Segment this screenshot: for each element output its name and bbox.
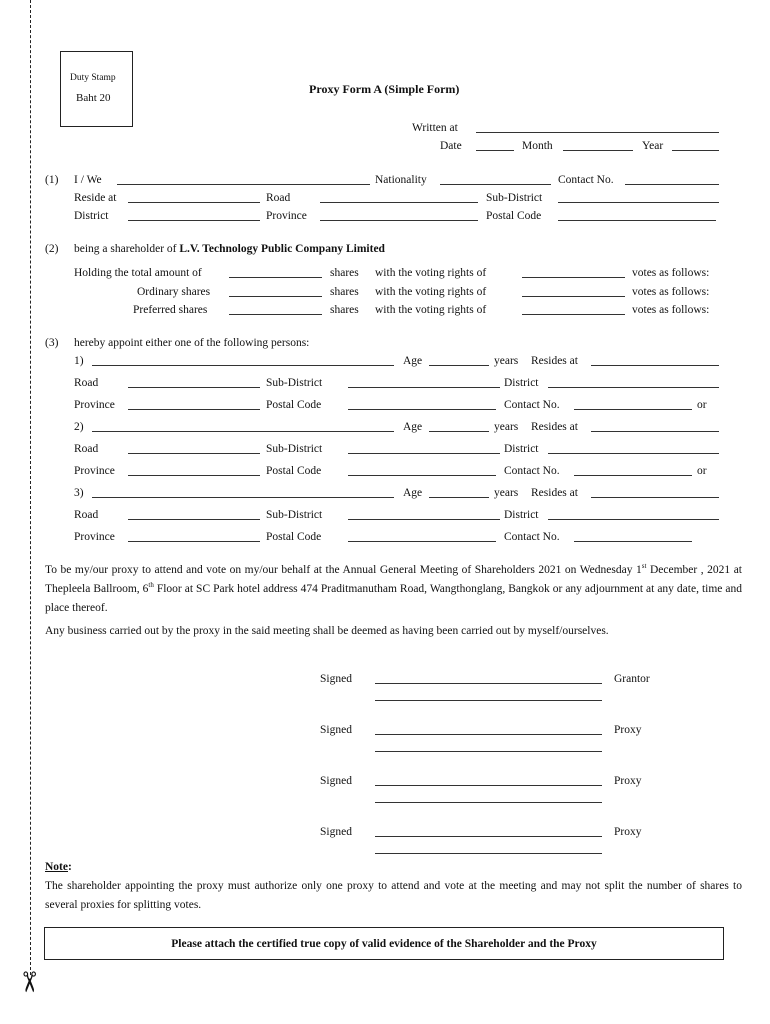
- proxy-2-road-field[interactable]: [128, 453, 260, 454]
- subdistrict-label: Sub-District: [266, 509, 323, 521]
- resides-label: Resides at: [531, 421, 578, 433]
- proxy-3-contact-field[interactable]: [574, 541, 692, 542]
- contact-label: Contact No.: [504, 465, 560, 477]
- proxy-1-subdistrict-field[interactable]: [348, 387, 500, 388]
- proxy-1-resides-field[interactable]: [591, 365, 719, 366]
- postal-label: Postal Code: [266, 399, 322, 411]
- road-label: Road: [74, 443, 99, 455]
- ordinary-votes-field[interactable]: [522, 296, 625, 297]
- province-label: Province: [74, 465, 115, 477]
- note-text: The shareholder appointing the proxy must authorize only one proxy to attend and vote at the meeting and may not split the number of shares to several proxies for splitting votes.: [45, 880, 742, 911]
- signed-label: Signed: [320, 724, 352, 736]
- attach-evidence-box: [44, 927, 724, 960]
- shares-label: shares: [330, 267, 359, 279]
- section-2-number: (2): [45, 243, 59, 255]
- proxy-2-name-field[interactable]: [92, 431, 394, 432]
- proxy-3-number: 3): [74, 487, 84, 499]
- years-label: years: [494, 421, 519, 433]
- month-label: Month: [522, 140, 553, 152]
- years-label: years: [494, 355, 519, 367]
- proxy-1-number: 1): [74, 355, 84, 367]
- note-heading: [45, 862, 72, 874]
- road-label: Road: [266, 192, 291, 204]
- province-label: Province: [74, 399, 115, 411]
- resides-label: Resides at: [531, 487, 578, 499]
- note-label: Note: [45, 861, 68, 873]
- month-field[interactable]: [563, 150, 633, 151]
- signed-label: Signed: [320, 673, 352, 685]
- or-label: or: [697, 465, 707, 477]
- reside-label: Reside at: [74, 192, 117, 204]
- proxy-1-signature-field[interactable]: [375, 734, 602, 735]
- ordinary-shares-field[interactable]: [229, 296, 322, 297]
- date-field[interactable]: [476, 150, 514, 151]
- district-label: District: [504, 377, 539, 389]
- proxy-3-road-field[interactable]: [128, 519, 260, 520]
- province-field[interactable]: [320, 220, 478, 221]
- district-label: District: [504, 443, 539, 455]
- proxy-1-province-field[interactable]: [128, 409, 260, 410]
- proxy-3-name-field[interactable]: [92, 497, 394, 498]
- proxy-purpose-paragraph: [45, 561, 742, 618]
- province-label: Province: [74, 531, 115, 543]
- voting-label: with the voting rights of: [375, 267, 487, 279]
- written-at-field[interactable]: [476, 132, 719, 133]
- contact-field[interactable]: [625, 184, 719, 185]
- proxy-2-postal-field[interactable]: [348, 475, 496, 476]
- purpose-text-c: Floor at SC Park hotel address 474 Praditmanutham Road, Wangthonglang, Bangkok or any adjournment at any date, time and place thereof.: [45, 583, 742, 614]
- section-3-number: (3): [45, 337, 59, 349]
- proxy-2-signature-field[interactable]: [375, 785, 602, 786]
- or-label: or: [697, 399, 707, 411]
- proxy-2-contact-field[interactable]: [574, 475, 692, 476]
- proxy-3-signature-field[interactable]: [375, 836, 602, 837]
- district-label: District: [504, 509, 539, 521]
- contact-label: Contact No.: [504, 399, 560, 411]
- company-name: L.V. Technology Public Company Limited: [179, 243, 385, 255]
- name-field[interactable]: [117, 184, 370, 185]
- subdistrict-label: Sub-District: [266, 377, 323, 389]
- road-label: Road: [74, 377, 99, 389]
- voting-label: with the voting rights of: [375, 304, 487, 316]
- votes-label: votes as follows:: [632, 286, 710, 298]
- district-field[interactable]: [128, 220, 260, 221]
- stamp-label: Duty Stamp: [70, 73, 116, 83]
- proxy-1-road-field[interactable]: [128, 387, 260, 388]
- preferred-votes-field[interactable]: [522, 314, 625, 315]
- stamp-amount: Baht 20: [76, 92, 111, 104]
- proxy-2-province-field[interactable]: [128, 475, 260, 476]
- page-title: Proxy Form A (Simple Form): [309, 82, 460, 96]
- total-votes-field[interactable]: [522, 277, 625, 278]
- province-label: Province: [266, 210, 307, 222]
- proxy-1-district-field[interactable]: [548, 387, 719, 388]
- being-shareholder-label: being a shareholder of: [74, 243, 177, 255]
- nationality-field[interactable]: [440, 184, 551, 185]
- subdistrict-field[interactable]: [558, 202, 719, 203]
- cut-line: [30, 0, 31, 975]
- purpose-text-a: To be my/our proxy to attend and vote on my/our behalf at the Annual General Meeting of Shareholders 2021 on Wednesday 1: [45, 564, 642, 576]
- proxy-1-age-field[interactable]: [429, 365, 489, 366]
- holding-label: Holding the total amount of: [74, 267, 202, 279]
- proxy-label: Proxy: [614, 724, 642, 736]
- total-shares-field[interactable]: [229, 277, 322, 278]
- proxy-3-postal-field[interactable]: [348, 541, 496, 542]
- st-suffix: st: [641, 562, 647, 570]
- subdistrict-label: Sub-District: [486, 192, 543, 204]
- date-label: Date: [440, 140, 462, 152]
- shares-label: shares: [330, 286, 359, 298]
- proxy-1-name-field[interactable]: [92, 365, 394, 366]
- proxy-2-signature-name-field[interactable]: [375, 802, 602, 803]
- proxy-2-resides-field[interactable]: [591, 431, 719, 432]
- subdistrict-label: Sub-District: [266, 443, 323, 455]
- postal-label: Postal Code: [266, 531, 322, 543]
- proxy-2-district-field[interactable]: [548, 453, 719, 454]
- postal-field[interactable]: [558, 220, 716, 221]
- proxy-1-contact-field[interactable]: [574, 409, 692, 410]
- grantor-name-field[interactable]: [375, 700, 602, 701]
- contact-label: Contact No.: [504, 531, 560, 543]
- reside-field[interactable]: [128, 202, 260, 203]
- year-label: Year: [642, 140, 664, 152]
- proxy-label: Proxy: [614, 775, 642, 787]
- proxy-3-age-field[interactable]: [429, 497, 489, 498]
- proxy-1-postal-field[interactable]: [348, 409, 496, 410]
- proxy-3-resides-field[interactable]: [591, 497, 719, 498]
- grantor-label: Grantor: [614, 673, 650, 685]
- shares-label: shares: [330, 304, 359, 316]
- votes-label: votes as follows:: [632, 267, 710, 279]
- section-1-number: (1): [45, 174, 59, 186]
- proxy-3-subdistrict-field[interactable]: [348, 519, 500, 520]
- age-label: Age: [403, 421, 423, 433]
- year-field[interactable]: [672, 150, 719, 151]
- ordinary-label: Ordinary shares: [137, 286, 211, 298]
- th-suffix: th: [148, 581, 154, 589]
- appoint-label: hereby appoint either one of the following persons:: [74, 337, 310, 349]
- proxy-1-signature-name-field[interactable]: [375, 751, 602, 752]
- nationality-label: Nationality: [375, 174, 427, 186]
- road-label: Road: [74, 509, 99, 521]
- proxy-3-district-field[interactable]: [548, 519, 719, 520]
- preferred-label: Preferred shares: [133, 304, 208, 316]
- scissors-icon: ✂: [12, 970, 44, 994]
- written-at-label: Written at: [412, 122, 458, 134]
- age-label: Age: [403, 355, 423, 367]
- votes-label: votes as follows:: [632, 304, 710, 316]
- road-field[interactable]: [320, 202, 478, 203]
- contact-label: Contact No.: [558, 174, 614, 186]
- iwe-label: I / We: [74, 174, 102, 186]
- district-label: District: [74, 210, 109, 222]
- years-label: years: [494, 487, 519, 499]
- proxy-label: Proxy: [614, 826, 642, 838]
- business-paragraph: Any business carried out by the proxy in the said meeting shall be deemed as having been carried out by myself/ourselves.: [45, 625, 609, 637]
- grantor-signature-field[interactable]: [375, 683, 602, 684]
- signed-label: Signed: [320, 826, 352, 838]
- signed-label: Signed: [320, 775, 352, 787]
- proxy-2-subdistrict-field[interactable]: [348, 453, 500, 454]
- preferred-shares-field[interactable]: [229, 314, 322, 315]
- attach-evidence-text: Please attach the certified true copy of valid evidence of the Shareholder and the Proxy: [171, 937, 597, 950]
- postal-label: Postal Code: [486, 210, 542, 222]
- purpose-text-b: December , 2021 at Thepleela Ballroom, 6: [45, 564, 742, 595]
- proxy-3-signature-name-field[interactable]: [375, 853, 602, 854]
- shareholder-line: [74, 244, 385, 256]
- age-label: Age: [403, 487, 423, 499]
- postal-label: Postal Code: [266, 465, 322, 477]
- note-colon: :: [68, 861, 72, 873]
- resides-label: Resides at: [531, 355, 578, 367]
- proxy-2-age-field[interactable]: [429, 431, 489, 432]
- proxy-3-province-field[interactable]: [128, 541, 260, 542]
- duty-stamp-box: [60, 51, 133, 127]
- voting-label: with the voting rights of: [375, 286, 487, 298]
- proxy-2-number: 2): [74, 421, 84, 433]
